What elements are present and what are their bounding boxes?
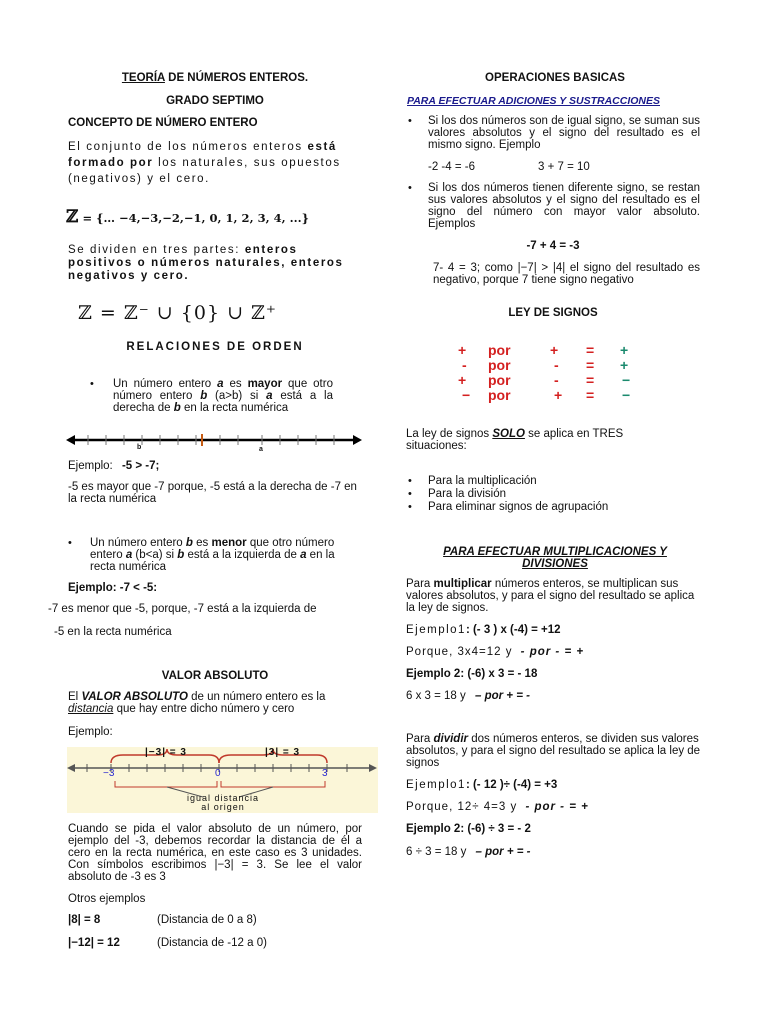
bullet-dot: • bbox=[408, 182, 412, 194]
var-b: b bbox=[185, 537, 193, 549]
t: es bbox=[229, 378, 242, 390]
fig-caption1: igual distancia bbox=[186, 793, 260, 803]
title-rest: DE NÚMEROS ENTEROS. bbox=[164, 72, 309, 84]
rule: – por + = - bbox=[474, 690, 530, 702]
sign-a: − bbox=[462, 387, 471, 403]
concept-bold: está formado por bbox=[68, 141, 337, 169]
divide-word: dividir bbox=[433, 733, 469, 745]
mul-example2-why bbox=[406, 690, 530, 702]
t: El bbox=[68, 691, 79, 703]
bullet-dot: • bbox=[408, 115, 412, 127]
div-paragraph bbox=[406, 733, 706, 769]
t: 6 x 3 = 18 y bbox=[406, 690, 466, 702]
t: dos números enteros, se dividen sus valores absolutos, y para el signo del resultado se aplica la ley de signos bbox=[406, 733, 701, 769]
mul-example2: Ejemplo 2: (-6) x 3 = - 18 bbox=[406, 668, 538, 680]
fig-right-eq: |3| = 3 bbox=[265, 747, 301, 758]
sign-res: − bbox=[622, 372, 631, 388]
rule: - por - = + bbox=[525, 801, 589, 813]
sign-b: - bbox=[554, 372, 559, 388]
example-mayor-text: -5 es mayor que -7 porque, -5 está a la derecha de -7 en la recta numérica bbox=[68, 481, 357, 505]
add-ex3: 7- 4 = 3; como |−7| > |4| el signo del resultado es negativo, porque 7 tiene signo negativo bbox=[433, 262, 700, 286]
abs-heading: VALOR ABSOLUTO bbox=[161, 670, 269, 682]
sign-b: + bbox=[550, 342, 559, 358]
add-rule1: Si los dos números son de igual signo, se suman sus valores absolutos y el signo del resultado es el mismo signo. Ejemplo bbox=[428, 115, 700, 151]
fig-zero: 0 bbox=[215, 768, 221, 779]
t: que otro número entero bbox=[90, 537, 335, 561]
distance-word: distancia bbox=[68, 703, 114, 715]
sign-eq: = bbox=[586, 372, 595, 388]
situation-3: Para eliminar signos de agrupación bbox=[428, 501, 609, 513]
add-ex2: -7 + 4 = -3 bbox=[526, 240, 580, 252]
concept-heading: CONCEPTO DE NÚMERO ENTERO bbox=[68, 117, 258, 129]
t: es bbox=[196, 537, 209, 549]
add-ex1a: -2 -4 = -6 bbox=[428, 161, 475, 173]
sign-por: por bbox=[488, 372, 511, 388]
ex-label: Ejemplo1 bbox=[406, 779, 466, 791]
doc-title bbox=[60, 72, 370, 84]
fig-caption2: al origen bbox=[201, 802, 245, 812]
var-a: a bbox=[125, 549, 133, 561]
t: que otro número entero bbox=[113, 378, 333, 402]
divide-paragraph bbox=[68, 244, 358, 283]
ex-label: Ejemplo: bbox=[68, 460, 113, 472]
situation-2: Para la división bbox=[428, 488, 506, 500]
mul-example1-why bbox=[406, 646, 584, 658]
sign-a: - bbox=[462, 357, 467, 373]
rule: – por + = - bbox=[475, 846, 531, 858]
mul-heading: PARA EFECTUAR MULTIPLICACIONES Y DIVISIONES bbox=[443, 546, 667, 570]
set-symbol: ℤ bbox=[66, 207, 79, 227]
union-formula: ℤ = ℤ⁻ ∪ {0} ∪ ℤ⁺ bbox=[78, 302, 277, 324]
mul-paragraph bbox=[406, 578, 706, 614]
example-mayor bbox=[68, 460, 159, 472]
divide-bold: enteros positivos o números naturales, enteros negativos y cero. bbox=[68, 244, 344, 282]
add-ex1b: 3 + 7 = 10 bbox=[538, 161, 590, 173]
ex-value: -5 > -7; bbox=[121, 460, 160, 472]
t: 6 ÷ 3 = 18 y bbox=[406, 846, 467, 858]
grade-heading: GRADO SEPTIMO bbox=[166, 95, 264, 107]
situation-1: Para la multiplicación bbox=[428, 475, 537, 487]
bullet-dot: • bbox=[408, 501, 412, 513]
example-menor: Ejemplo: -7 < -5: bbox=[68, 582, 158, 594]
other-ex2-note: (Distancia de -12 a 0) bbox=[157, 937, 267, 949]
sign-b: - bbox=[554, 357, 559, 373]
sign-por: por bbox=[488, 387, 511, 403]
concept-text: El conjunto de los números enteros bbox=[68, 141, 303, 153]
abs-explanation: Cuando se pida el valor absoluto de un número, por ejemplo del -3, debemos recordar la distancia de él a cero en la recta numérica, en este caso es 3 unidades. Con símbolos escribimos |−3| = 3. Se lee el valor absoluto de -3 es 3 bbox=[68, 823, 362, 883]
menor-word: menor bbox=[211, 537, 247, 549]
sign-row bbox=[456, 387, 646, 402]
t: Porque, 12÷ 4=3 y bbox=[406, 801, 518, 813]
example-menor-text1: -7 es menor que -5, porque, -7 está a la izquierda de bbox=[48, 603, 317, 615]
t: Porque, 3x4=12 y bbox=[406, 646, 513, 658]
t: Para bbox=[406, 578, 431, 590]
t: Para bbox=[406, 733, 431, 745]
t: está a la izquierda de bbox=[187, 549, 297, 561]
bullet-dot: • bbox=[90, 378, 94, 390]
sign-por: por bbox=[488, 357, 511, 373]
sign-b: + bbox=[554, 387, 563, 403]
var-a: a bbox=[266, 390, 273, 402]
mayor-definition bbox=[113, 378, 333, 414]
line-label-a: a bbox=[259, 446, 263, 453]
sign-row bbox=[456, 342, 646, 357]
sign-row bbox=[456, 357, 646, 372]
t: Un número entero bbox=[90, 537, 183, 549]
concept-paragraph bbox=[68, 139, 358, 187]
sign-res: + bbox=[620, 342, 629, 358]
t: (a>b) si bbox=[215, 390, 259, 402]
abs-definition bbox=[68, 691, 364, 715]
t: de un número entero es la bbox=[191, 691, 326, 703]
ex-value: : (- 3 ) x (-4) = +12 bbox=[465, 624, 561, 636]
sign-por: por bbox=[488, 342, 511, 358]
t: La ley de signos bbox=[406, 428, 490, 440]
var-a: a bbox=[217, 378, 224, 390]
t: en la recta numérica bbox=[183, 402, 289, 414]
bullet-dot: • bbox=[68, 537, 72, 549]
abs-bold: VALOR ABSOLUTO bbox=[81, 691, 188, 703]
sign-a: + bbox=[458, 372, 467, 388]
line-label-b: b bbox=[137, 444, 142, 451]
bullet-dot: • bbox=[408, 488, 412, 500]
div-example1 bbox=[406, 779, 557, 791]
other-ex1-expr: |8| = 8 bbox=[68, 914, 101, 926]
sign-eq: = bbox=[586, 387, 595, 403]
div-example2: Ejemplo 2: (-6) ÷ 3 = - 2 bbox=[406, 823, 531, 835]
sign-res: + bbox=[620, 357, 629, 373]
abs-example-label: Ejemplo: bbox=[68, 726, 113, 738]
var-b: b bbox=[173, 402, 181, 414]
var-b: b bbox=[200, 390, 208, 402]
title-underlined: TEORÍA bbox=[121, 72, 165, 84]
t: se aplica en TRES situaciones: bbox=[406, 428, 624, 452]
ops-heading: OPERACIONES BASICAS bbox=[485, 72, 625, 84]
bullet-dot: • bbox=[408, 475, 412, 487]
var-a: a bbox=[300, 549, 307, 561]
order-heading: RELACIONES DE ORDEN bbox=[126, 341, 304, 353]
mul-example1 bbox=[406, 624, 561, 636]
other-examples-label: Otros ejemplos bbox=[68, 893, 146, 905]
div-example1-why bbox=[406, 801, 589, 813]
sign-res: − bbox=[622, 387, 631, 403]
other-ex1-note: (Distancia de 0 a 8) bbox=[157, 914, 257, 926]
fig-minus3: −3 bbox=[103, 768, 115, 779]
ex-label: Ejemplo1 bbox=[406, 624, 466, 636]
rule: - por - = + bbox=[520, 646, 585, 658]
divide-text: Se dividen en tres partes: bbox=[68, 244, 241, 256]
t: números enteros, se multiplican sus valores absolutos, y para el signo del resultado se aplica la ley de signos. bbox=[406, 578, 695, 614]
sign-row bbox=[456, 372, 646, 387]
menor-definition bbox=[90, 537, 362, 573]
ley-paragraph bbox=[406, 428, 666, 452]
fig-three: 3 bbox=[322, 768, 328, 779]
div-example2-why bbox=[406, 846, 531, 858]
t: (b<a) si bbox=[135, 549, 175, 561]
number-line-figure bbox=[66, 428, 362, 458]
t: está a la derecha de bbox=[113, 390, 333, 414]
ex-value: : (- 12 )÷ (-4) = +3 bbox=[465, 779, 558, 791]
fig-left-eq: |−3| = 3 bbox=[145, 747, 187, 758]
concept-rest: los naturales, sus opuestos (negativos) y el cero. bbox=[68, 157, 341, 185]
add-rule2: Si los dos números tienen diferente signo, se restan sus valores absolutos y el signo del resultado es el signo del número con mayor valor absoluto. Ejemplos bbox=[428, 182, 700, 230]
example-menor-text2: -5 en la recta numérica bbox=[54, 626, 172, 638]
sign-a: + bbox=[458, 342, 467, 358]
var-b: b bbox=[177, 549, 185, 561]
t: que hay entre dicho número y cero bbox=[116, 703, 295, 715]
t: en la recta numérica bbox=[90, 549, 335, 573]
mayor-word: mayor bbox=[247, 378, 283, 390]
sign-eq: = bbox=[586, 357, 595, 373]
abs-figure bbox=[67, 747, 378, 813]
other-ex2-expr: |−12| = 12 bbox=[68, 937, 120, 949]
multiply-word: multiplicar bbox=[433, 578, 492, 590]
t: Un número entero bbox=[113, 378, 212, 390]
integer-set bbox=[66, 207, 309, 227]
sign-eq: = bbox=[586, 342, 595, 358]
add-heading: PARA EFECTUAR ADICIONES Y SUSTRACCIONES bbox=[407, 95, 660, 107]
set-elements: = {… −4,−3,−2,−1, 0, 1, 2, 3, 4, ...} bbox=[82, 211, 309, 225]
solo-word: SOLO bbox=[492, 428, 525, 440]
ley-heading: LEY DE SIGNOS bbox=[508, 307, 598, 319]
